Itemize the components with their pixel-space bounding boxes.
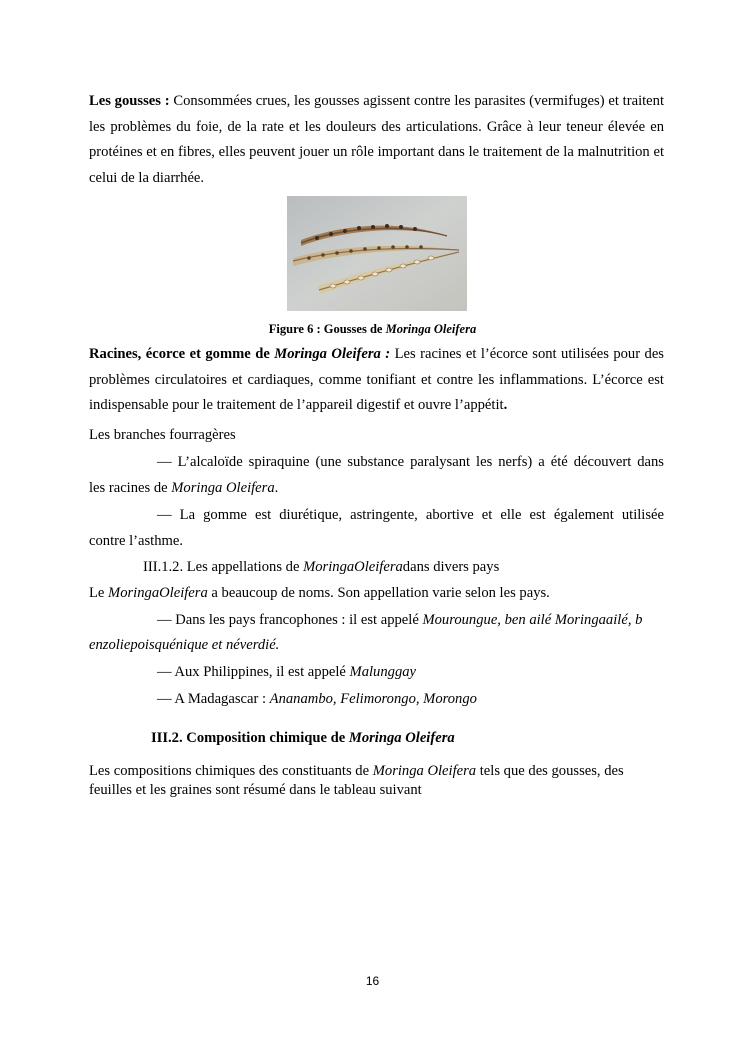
gousses-label: Les gousses : [89,93,170,109]
composition-line1-post: tels que des gousses, des [476,763,624,779]
appellations-heading [143,558,718,576]
francophones-line2 [89,636,664,654]
composition-heading-species: Moringa Oleifera [348,730,455,746]
racines-end: . [503,397,508,413]
racines-text: Les racines et l’écorce sont utilisées pour des problèmes circulatoires et cardiaques, comme tonifiant et contre les inflammations. L’écorce est indispensable pour le traitement de l’appareil digestif et ouvre l’appétit [89,346,664,413]
francophones-line1 [157,611,642,629]
francophones-names1: Mouroungue, ben ailé Moringaailé, b [422,612,643,628]
alcaloide-line2 [89,479,664,497]
noms-post: a beaucoup de noms. Son appellation varie selon les pays. [207,585,550,601]
moringa-pods-photo [287,196,467,311]
philippines-line [157,663,416,681]
racines-species: Moringa Oleifera : [274,346,391,362]
alcaloide-line1: — L’alcaloïde spiraquine (une substance paralysant les nerfs) a été découvert dans [157,454,664,470]
branches-line: Les branches fourragères [89,427,236,443]
appellations-species: MoringaOleifera [303,559,403,575]
alcaloide-line2-post: . [274,480,279,496]
page-number: 16 [365,974,380,988]
figure-caption [0,321,745,337]
alcaloide-species: Moringa Oleifera [171,480,275,496]
francophones-names2: enzoliepoisquénique et néverdié. [89,637,280,653]
noms-line [89,584,664,602]
caption-species: Moringa Oleifera [385,322,477,336]
alcaloide-line2-pre: les racines de [89,480,172,496]
racines-label: Racines, écorce et gomme de [89,346,275,362]
racines-paragraph [89,342,664,419]
philippines-name: Malunggay [349,664,417,680]
noms-species: MoringaOleifera [108,585,208,601]
francophones-pre: — Dans les pays francophones : il est appelé [157,612,423,628]
madagascar-pre: — A Madagascar : [157,691,270,707]
gousses-paragraph [89,89,664,191]
composition-species: Moringa Oleifera [372,763,477,779]
gousses-text: Consommées crues, les gousses agissent contre les parasites (vermifuges) et traitent les problèmes du foie, de la rate et les douleurs des articulations. Grâce à leur teneur élevée en protéines et en fibres, elles peuvent jouer un rôle important dans le traitement de la malnutrition et celui de la diarrhée. [89,93,665,186]
appellations-post: dans divers pays [402,559,500,575]
philippines-pre: — Aux Philippines, il est appelé [157,664,350,680]
madagascar-names: Ananambo, Felimorongo, Morongo [269,691,477,707]
caption-prefix: Figure 6 : Gousses de [268,322,386,336]
composition-heading [151,729,726,747]
composition-line2: feuilles et les graines sont résumé dans le tableau suivant [89,782,422,798]
gomme-line2: contre l’asthme. [89,533,184,549]
noms-pre: Le [89,585,109,601]
composition-pre: Les compositions chimiques des constituants de [89,763,373,779]
gomme-line1: — La gomme est diurétique, astringente, abortive et elle est également utilisée [157,507,664,523]
composition-line1 [89,762,664,780]
appellations-pre: III.1.2. Les appellations de [143,559,304,575]
madagascar-line [157,690,477,708]
composition-heading-pre: III.2. Composition chimique de [151,730,349,746]
